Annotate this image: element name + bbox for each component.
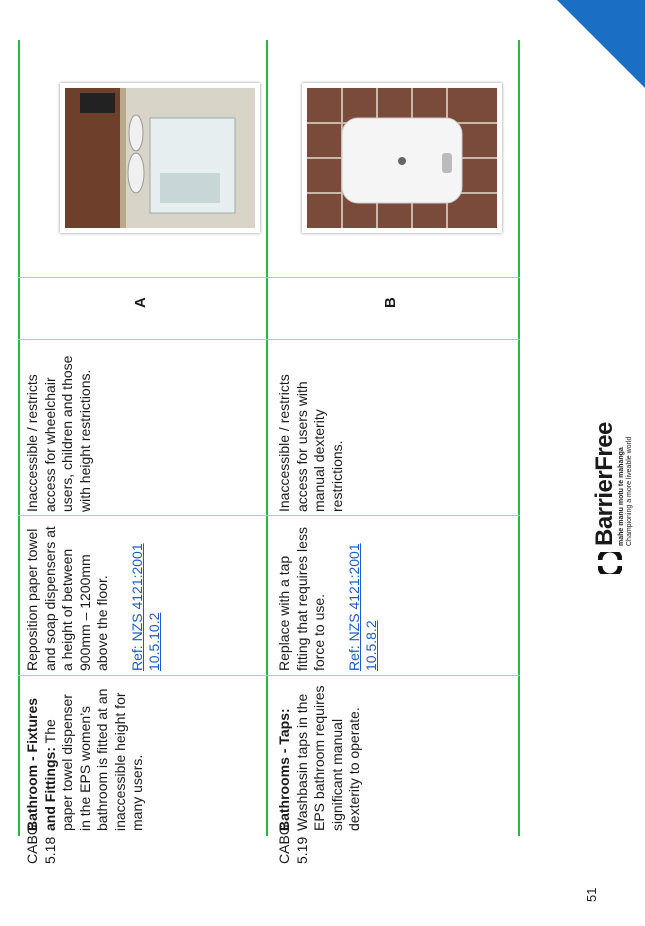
- logo-tagline: Championing a more liveable world: [626, 436, 633, 546]
- barrierfree-logo: [588, 374, 638, 574]
- row-2-issue-text: Washbasin taps in the EPS bathroom requires significant manual dexterity to operate.: [293, 685, 362, 831]
- logo-mark-icon: [598, 552, 622, 574]
- row-1-id-code: CABG: [24, 824, 40, 864]
- row-1-letter: A: [132, 297, 149, 308]
- row-1-id-number: 5.18: [41, 836, 58, 864]
- row-2-recommendation-text: Replace with a tap fitting that requires less force to use.: [276, 527, 327, 671]
- row-2-recommendation: [276, 521, 381, 671]
- row-2-id-number: 5.19: [293, 836, 310, 864]
- row-1-impact: Inaccessible / restricts access for wheelchair users, children and those with height restrictions.: [24, 355, 93, 512]
- row-2-reference-clause-link[interactable]: 10.5.8.2: [363, 620, 379, 671]
- row-1-reference-link[interactable]: Ref: NZS 4121:2001: [128, 543, 145, 671]
- logo-maori-line: mahe manu motu te mahanga: [618, 447, 625, 546]
- row-1-issue-heading: Bathroom - Fixtures and Fittings:: [24, 697, 58, 831]
- page-number: 51: [584, 887, 599, 902]
- row-1-recommendation: [24, 521, 164, 671]
- row-2-letter: B: [382, 297, 399, 308]
- row-1-recommendation-text: Reposition paper towel and soap dispensers at a height of between 900mm – 1200mm above the floor.: [24, 526, 110, 671]
- row-1-reference-clause-link[interactable]: 10.5.10.2: [146, 612, 162, 671]
- row-2-reference-link[interactable]: Ref: NZS 4121:2001: [345, 543, 362, 671]
- row-2-issue-heading: Bathrooms - Taps:: [276, 708, 292, 831]
- row-2-impact: Inaccessible / restricts access for users with manual dexterity restrictions.: [276, 374, 345, 512]
- row-1-issue-text: The paper towel dispenser in the EPS women’s bathroom is fitted at an inaccessible height for many users.: [41, 688, 145, 831]
- row-2-id-code: CABG: [276, 824, 292, 864]
- logo-brand-name: BarrierFree: [591, 422, 618, 546]
